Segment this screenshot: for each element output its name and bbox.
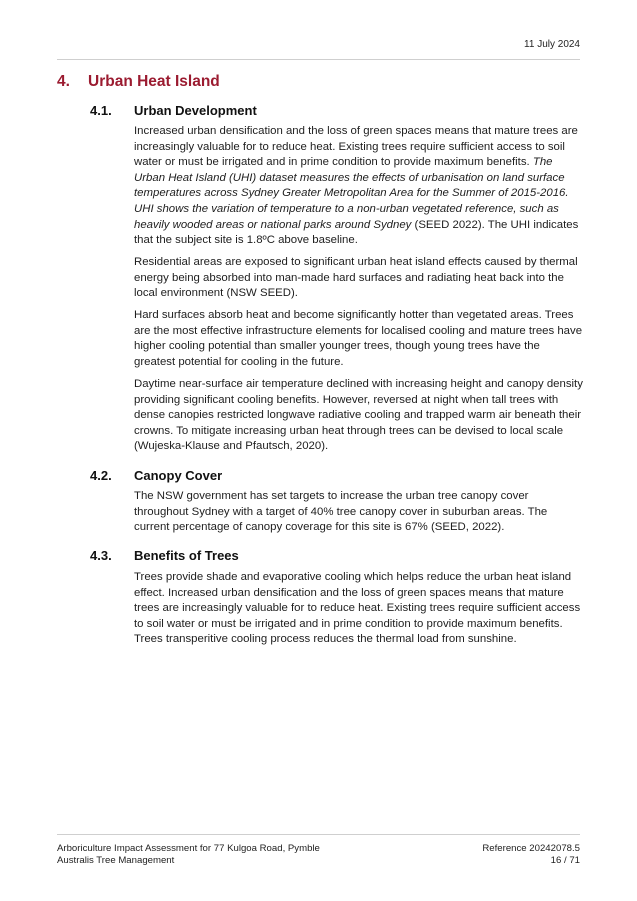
- paragraph-text: Increased urban densification and the loss of green spaces means that mature trees are increasingly valuable for to reduce heat. Existing trees require sufficient access to soil water or must be irrigated and in prime condition to provide maximum benefits.: [134, 125, 578, 169]
- subsection-title: Benefits of Trees: [134, 548, 239, 563]
- subsection-heading-urban-development: [90, 103, 257, 118]
- subsection-heading-benefits-of-trees: [90, 548, 239, 563]
- subsection-title: Urban Development: [134, 103, 257, 118]
- subsection-number: 4.2.: [90, 468, 112, 483]
- footer-page-number: 16 / 71: [550, 855, 580, 866]
- footer-reference: Reference 20242078.5: [482, 843, 580, 854]
- header-divider: [57, 59, 580, 60]
- header-date: 11 July 2024: [524, 39, 580, 50]
- footer-right: [482, 843, 580, 867]
- footer-divider: [57, 834, 580, 835]
- footer-company: Australis Tree Management: [57, 855, 175, 866]
- section-title: Urban Heat Island: [88, 73, 220, 90]
- subsection-title: Canopy Cover: [134, 468, 223, 483]
- paragraph-benefits: Trees provide shade and evaporative cooling which helps reduce the urban heat island effect. Increased urban densification and the loss of green spaces means that mature trees are increasingly valuable for to reduce heat. Existing trees require sufficient access to soil water or must be irrigated and in prime condition to provide maximum benefits. Trees transperitive cooling process reduces the thermal load from sunshine.: [134, 571, 581, 646]
- uhi-dataset-quote: The Urban Heat Island (UHI) dataset measures the effects of urbanisation on land surface temperatures across Sydney Greater Metropolitan Area for the Summer of 2015-2016. UHI shows the variation of temperature to a non-urban vegetated reference, such as heavily wooded areas or national parks around Sydney: [134, 156, 569, 231]
- subsection-heading-canopy-cover: [90, 468, 222, 483]
- paragraph-canopy-targets: The NSW government has set targets to increase the urban tree canopy cover throughout Sydney with a target of 40% tree canopy cover in suburban areas. The current percentage of canopy coverage for this site is 67% (SEED, 2022).: [134, 490, 548, 534]
- paragraph-uhi-dataset: [134, 124, 584, 249]
- subsection-number: 4.3.: [90, 548, 112, 563]
- footer-document-title: Arboriculture Impact Assessment for 77 Kulgoa Road, Pymble: [57, 843, 320, 854]
- paragraph-hard-surfaces: Hard surfaces absorb heat and become significantly hotter than vegetated areas. Trees are the most effective infrastructure elements for localised cooling and mature trees have higher cooling potential than smaller younger trees, though young trees have the greatest potential for cooling in the future.: [134, 309, 583, 368]
- paragraph-daytime-temperature: Daytime near-surface air temperature declined with increasing height and canopy density providing significant cooling benefits. However, reversed at night when tall trees with dense canopies restricted longwave radiative cooling and trapped warm air beneath their crowns. To mitigate increasing urban heat through trees can be devised to local scale (Wujeska-Klause and Pfautsch, 2020).: [134, 378, 583, 453]
- subsection-number: 4.1.: [90, 103, 112, 118]
- paragraph-text: (SEED 2022). The UHI indicates that the subject site is 1.8ºC above baseline.: [134, 218, 579, 247]
- paragraph-residential-exposure: Residential areas are exposed to significant urban heat island effects caused by thermal energy being absorbed into man-made hard surfaces and radiating heat back into the local environment (NSW SEED).: [134, 256, 578, 300]
- section-heading: [57, 73, 220, 91]
- footer-left: [57, 843, 320, 867]
- section-number: 4.: [57, 73, 70, 90]
